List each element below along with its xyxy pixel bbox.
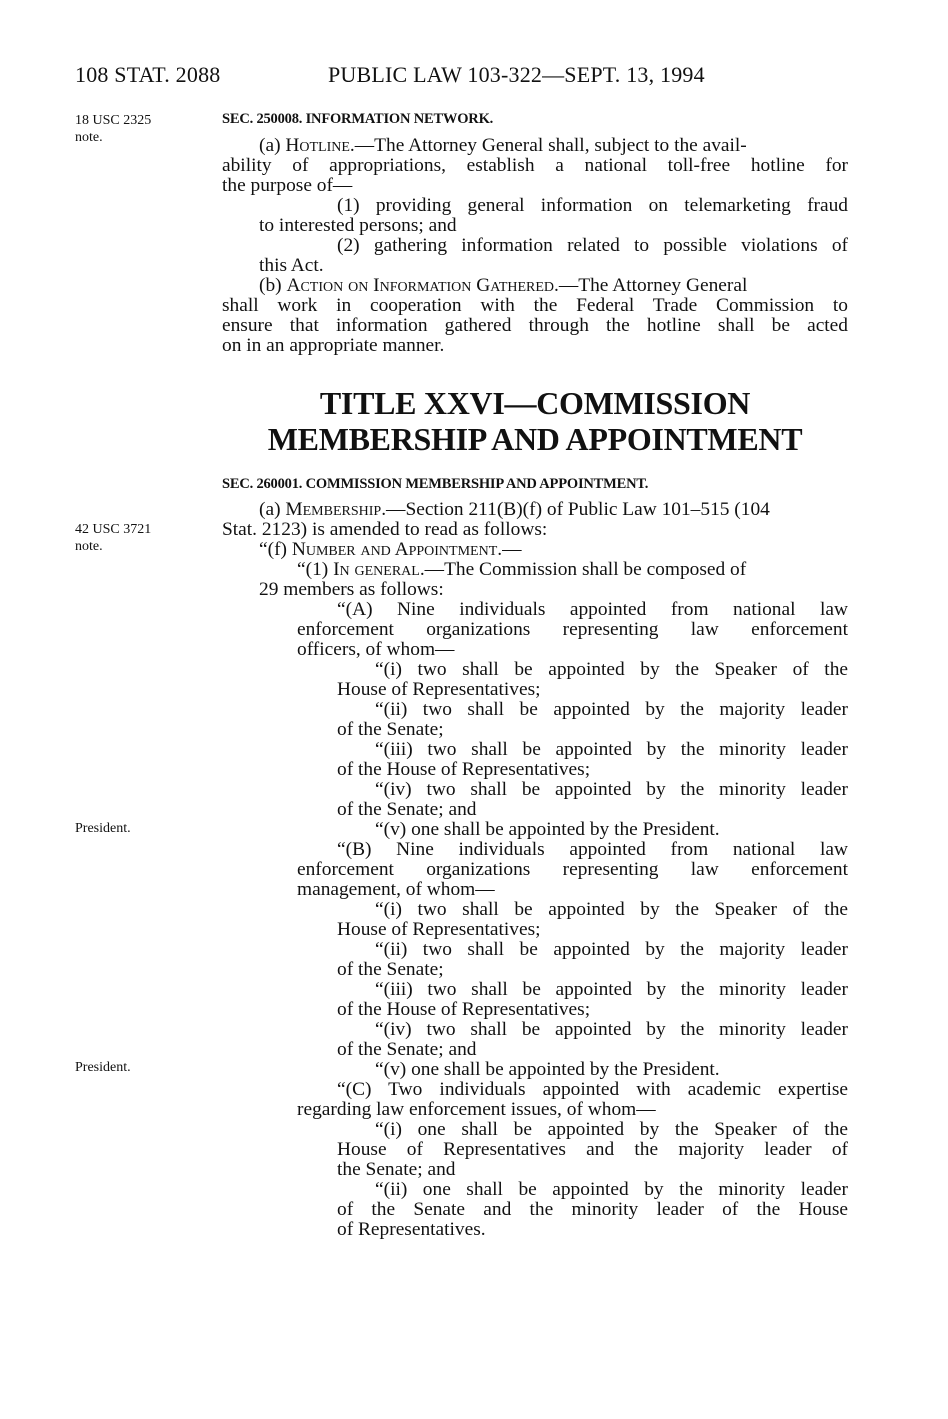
text-line: of the House of Representatives; <box>337 759 591 780</box>
clause-ii-line: “(ii) two shall be appointed by the majority leader <box>375 699 848 720</box>
section-260001 <box>222 474 848 1240</box>
text-line: enforcement organizations representing law enforcement <box>297 859 848 880</box>
text-line: enforcement organizations representing law enforcement <box>297 619 848 640</box>
title-line: TITLE XXVI—COMMISSION <box>319 385 751 421</box>
page-reference: 108 STAT. 2088 <box>75 62 221 87</box>
clause-iv-line: “(iv) two shall be appointed by the minority leader <box>375 779 848 800</box>
subsection-f-line <box>222 540 848 560</box>
clause-iii-line: “(iii) two shall be appointed by the minority leader <box>375 739 848 760</box>
paragraph-caption: In general. <box>333 559 425 580</box>
margin-note-line: note. <box>75 130 103 145</box>
text-line: shall work in cooperation with the Federal Trade Commission to <box>222 295 848 316</box>
clause-v-line: “(v) one shall be appointed by the President. <box>375 819 720 840</box>
text-line: of Representatives. <box>337 1219 486 1240</box>
text-line: regarding law enforcement issues, of whom— <box>297 1099 656 1120</box>
margin-note-line: note. <box>75 539 103 554</box>
subparagraph-C-line: “(C) Two individuals appointed with academic expertise <box>337 1079 848 1100</box>
title-line: MEMBERSHIP AND APPOINTMENT <box>267 421 803 457</box>
paragraph-1-line <box>222 560 848 580</box>
clause-v-line: “(v) one shall be appointed by the President. <box>375 1059 720 1080</box>
subsection-label: (a) <box>259 135 286 156</box>
subsection-caption: Action on Information Gathered. <box>286 275 559 296</box>
text-line: of the Senate; <box>337 959 444 980</box>
clause-iv-line: “(iv) two shall be appointed by the minority leader <box>375 1019 848 1040</box>
text-line: management, of whom— <box>297 879 495 900</box>
clause-ii-line: “(ii) two shall be appointed by the majority leader <box>375 939 848 960</box>
text-line: of the House of Representatives; <box>337 999 591 1020</box>
law-reference: PUBLIC LAW 103-322—SEPT. 13, 1994 <box>328 62 705 87</box>
margin-note-president: President. <box>75 1060 131 1075</box>
subsection-text: —The Attorney General shall, subject to the avail- <box>354 135 747 156</box>
text-line: House of Representatives; <box>337 679 541 700</box>
paragraph-1-line: (1) providing general information on telemarketing fraud <box>337 195 848 216</box>
text-line: 29 members as follows: <box>259 579 444 600</box>
text-line: this Act. <box>259 255 324 276</box>
text-line: of the Senate; <box>337 719 444 740</box>
text-line: the Senate; and <box>337 1159 456 1180</box>
section-heading: SEC. 260001. COMMISSION MEMBERSHIP AND APPOINTMENT. <box>222 476 649 492</box>
text-line: on in an appropriate manner. <box>222 335 445 356</box>
text-line: to interested persons; and <box>259 215 457 236</box>
text-line: ability of appropriations, establish a national toll-free hotline for <box>222 155 848 176</box>
margin-note-president: President. <box>75 821 131 836</box>
text-line: of the Senate and the minority leader of the House <box>337 1199 848 1220</box>
text-line: officers, of whom— <box>297 639 455 660</box>
paragraph-text: —The Commission shall be composed of <box>424 559 747 580</box>
title-heading <box>222 385 848 457</box>
clause-ii-line: “(ii) one shall be appointed by the minority leader <box>375 1179 848 1200</box>
clause-i-line: “(i) two shall be appointed by the Speaker of the <box>375 659 848 680</box>
margin-note-usc-3721 <box>75 521 195 555</box>
text-line: House of Representatives and the majority leader of <box>337 1139 848 1160</box>
section-250008 <box>222 109 848 356</box>
margin-note-line: 18 USC 2325 <box>75 113 152 128</box>
subsection-label: (b) <box>259 275 287 296</box>
clause-i-line: “(i) one shall be appointed by the Speaker of the <box>375 1119 848 1140</box>
subsection-text: — <box>502 539 522 560</box>
margin-note-usc-2325 <box>75 112 195 146</box>
text-line: of the Senate; and <box>337 1039 477 1060</box>
clause-iii-line: “(iii) two shall be appointed by the minority leader <box>375 979 848 1000</box>
text-line: ensure that information gathered through the hotline shall be acted <box>222 315 848 336</box>
subsection-text: —The Attorney General <box>558 275 748 296</box>
subparagraph-A-line: “(A) Nine individuals appointed from national law <box>337 599 848 620</box>
text-line: Stat. 2123) is amended to read as follows: <box>222 519 548 540</box>
subsection-label: (a) <box>259 499 286 520</box>
subsection-caption: Membership. <box>285 499 387 520</box>
subsection-caption: Number and Appointment. <box>291 539 503 560</box>
paragraph-label: “(1) <box>297 559 334 580</box>
subsection-b-line <box>222 276 848 296</box>
margin-note-line: 42 USC 3721 <box>75 522 152 537</box>
text-line: House of Representatives; <box>337 919 541 940</box>
subsection-a-line <box>222 500 848 520</box>
clause-i-line: “(i) two shall be appointed by the Speaker of the <box>375 899 848 920</box>
subsection-caption: Hotline. <box>285 135 355 156</box>
section-heading: SEC. 250008. INFORMATION NETWORK. <box>222 111 494 127</box>
subparagraph-B-line: “(B) Nine individuals appointed from national law <box>337 839 848 860</box>
text-line: the purpose of— <box>222 175 353 196</box>
text-line: of the Senate; and <box>337 799 477 820</box>
paragraph-2-line: (2) gathering information related to possible violations of <box>337 235 848 256</box>
subsection-label: “(f) <box>259 539 292 560</box>
subsection-a-line <box>222 136 848 156</box>
subsection-text: —Section 211(B)(f) of Public Law 101–515 (104 <box>386 499 770 520</box>
